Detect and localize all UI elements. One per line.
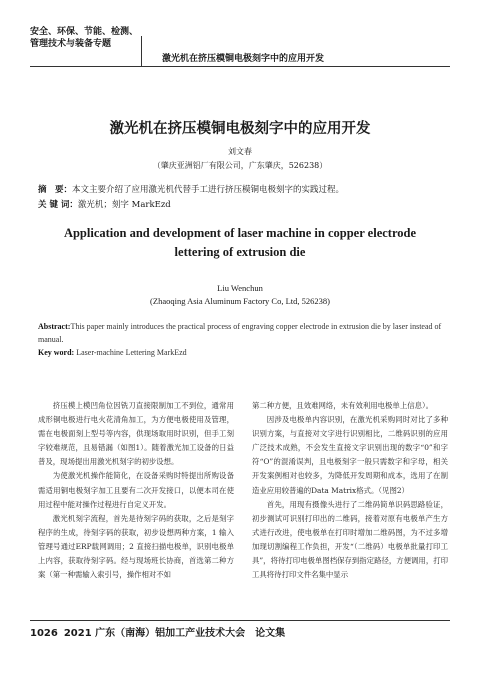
- keywords-en: [38, 348, 187, 357]
- section-category-line1: 安全、环保、节能、检测、: [30, 27, 139, 37]
- section-category-line2: 管理技术与装备专题: [30, 39, 112, 49]
- keywords-cn-text: 激光机；刻字 MarkEzd: [77, 200, 171, 210]
- body-paragraph: 挤压模上模凹角位因铣刀直接限制加工不到位，通常用成形铜电极进行电火花清角加工，为方便电极使用及管理，需在电极面刻上型号等内容，供现场取用时识别，但手工刻字较难规范，且易错漏（如图1）。随着激光加工设备的日益普及，现场提出用激光机刻字的初步设想。: [38, 401, 234, 467]
- header-rule: [30, 66, 450, 67]
- body-paragraph: 首先，用现有摄像头进行了二维码简单识码思路验证，初步测试可识别打印出的二维码，接着对原有电极单产生方式进行改进，使电极单在打印时增加二维码图，为不过多增加现切割编程工作负担，开发“（二维码）电极单批量打印工具”，将待打印电极单图档保存到指定路径，方便调用，打印工具将待打印文件名集中显示: [252, 499, 448, 580]
- header-divider-vertical: [141, 36, 142, 67]
- keywords-en-label: Key word:: [38, 348, 75, 357]
- section-category: [30, 26, 140, 50]
- keywords-en-text: Laser-machine Lettering MarkEzd: [74, 348, 187, 357]
- footer: [30, 624, 285, 639]
- body-column-left: [38, 399, 234, 582]
- body-paragraph: 第二种方便，且效难网络，未有效利用电极单上信息）。: [252, 401, 434, 410]
- body-paragraph: 激光机刻字流程，首先是待刻字码的获取，之后是刻字程序的生成，待刻字码的获取，初步设想两种方案，1 输入管理号通过ERP载网调用；2 直接扫描电极单，识别电极单上内容，获取待刻字码。经与现场班长协商，首选第二种方案（第一种需输入索引号，操作相对不如: [38, 513, 234, 580]
- keywords-cn-label: 关 键 词：: [38, 200, 78, 210]
- abstract-cn: [38, 183, 344, 195]
- body-column-right: [252, 399, 448, 582]
- abstract-cn-label: 摘 要：: [38, 185, 73, 195]
- keywords-cn: [38, 198, 171, 210]
- abstract-en-text: This paper mainly introduces the practical process of engraving copper electrode in extrusion die by laser instead of manual.: [38, 322, 442, 344]
- abstract-cn-text: 本文主要介绍了应用激光机代替手工进行挤压模铜电极刻字的实践过程。: [72, 185, 345, 195]
- body-paragraph: 因涉及电极单内容识别，在激光机采购同时对比了多种识别方案，与直接对文字进行识别相比，二维码识别的应用广泛技术成熟，不会发生直接文字识别出现的数字“0”和字符“O”的混淆误判，且电极刻字一般只需数字和字母，相关开发案例相对也较多，为降低开发周期和成本，选用了在制造业应用较普遍的Data Matrix格式。（见图2）: [252, 415, 448, 495]
- author-cn: 刘文春: [228, 147, 252, 156]
- conference-name: 2021 广东（南海）铝加工产业技术大会 论文集: [63, 628, 286, 639]
- running-title: 激光机在挤压模铜电极刻字中的应用开发: [162, 54, 325, 64]
- affiliation-cn: （肇庆亚洲铝厂有限公司，广东肇庆，526238）: [152, 161, 328, 170]
- paper-title-cn: 激光机在挤压模铜电极刻字中的应用开发: [109, 121, 371, 137]
- paper-title-en-line1: Application and development of laser machine in copper electrode: [63, 226, 417, 240]
- affiliation-en: (Zhaoqing Asia Aluminum Factory Co, Ltd, 526238): [150, 296, 330, 306]
- body-paragraph: 为使激光机操作能简化，在设备采购时特提出所购设备需适用铜电极刻字加工且要有二次开发接口，以便本司在使用过程中能对操作过程进行自定义开发。: [38, 471, 234, 509]
- abstract-en: [38, 320, 442, 346]
- page-number: 1026: [30, 628, 58, 639]
- author-en: Liu Wenchun: [217, 283, 263, 293]
- footer-rule: [30, 620, 450, 621]
- paper-title-en-line2: lettering of extrusion die: [174, 245, 306, 259]
- abstract-en-label: Abstract:: [38, 322, 71, 331]
